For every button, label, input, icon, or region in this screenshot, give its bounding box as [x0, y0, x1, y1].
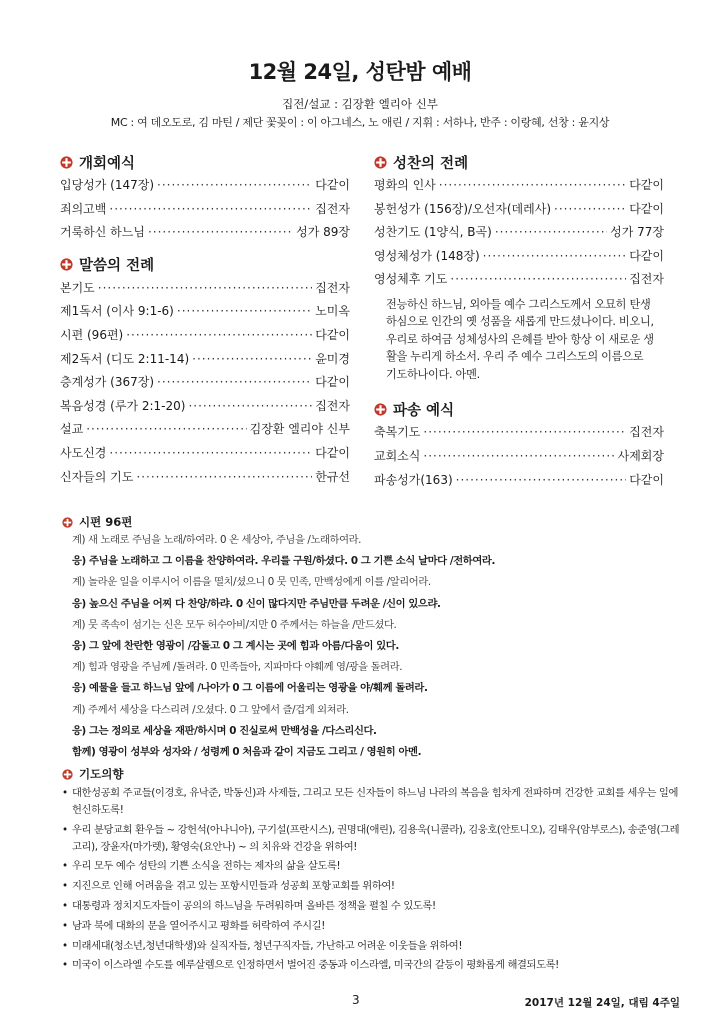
order-row	[60, 466, 350, 490]
prayer-item-text: 미래세대(청소년,청년대학생)와 실직자들, 청년구직자들, 가난하고 어려운 이웃들을 위하여!	[72, 939, 463, 952]
section-title: 파송 예식	[393, 402, 455, 419]
bullet-mark: •	[62, 786, 68, 799]
post-communion-prayer: 전능하신 하느님, 외아들 예수 그리스도께서 오묘히 탄생하심으로 인간의 옛 성품을 새롭게 만드셨나이다. 비오니, 우리로 하여금 성체성사의 은혜를 받아 항상 이 새로운 생활을 누리게 하소서. 우리 주 예수 그리스도의 이름으로 기도하나이다. 아멘.	[386, 297, 654, 381]
psalm-title: 시편 96편	[79, 515, 133, 529]
order-leader: 다같이	[315, 375, 350, 390]
order-leader: 다같이	[629, 472, 664, 487]
prayer-item	[62, 785, 682, 819]
order-item: 제1독서 (이사 9:1-6)	[60, 304, 174, 319]
section-heading	[374, 397, 664, 421]
order-row	[374, 174, 664, 198]
psalm-response-line: 응) 주님을 노래하고 그 이름을 찬양하여라. 우리를 구원/하셨다. 0 그 기쁜 소식 날마다 /전하여라.	[72, 555, 495, 568]
leader-dots	[109, 198, 312, 222]
order-row	[374, 268, 664, 292]
psalm-response-line: 응) 그는 정의로 세상을 재판/하시며 0 진실로써 만백성을 /다스리신다.	[72, 724, 377, 737]
order-item: 거룩하신 하느님	[60, 225, 145, 240]
leader-dots	[148, 221, 293, 245]
order-row	[60, 348, 350, 372]
prayer-item-text: 남과 북에 대화의 문을 열어주시고 평화를 허락하여 주시길!	[72, 919, 325, 932]
psalm-response-line: 응) 예물을 들고 하느님 앞에 /나아가 0 그 이름에 어울리는 영광을 야/훼께 돌려라.	[72, 682, 428, 695]
order-row	[60, 324, 350, 348]
leader-dots	[188, 395, 312, 419]
bullet-mark: •	[62, 860, 68, 873]
order-leader: 다같이	[315, 445, 350, 460]
order-row	[60, 277, 350, 301]
order-leader: 다같이	[315, 178, 350, 192]
bullet-mark: •	[62, 880, 68, 893]
cross-circle-icon	[374, 403, 387, 416]
order-leader: 성가 77장	[610, 225, 664, 240]
order-row	[60, 442, 350, 466]
order-item: 성찬기도 (1양식, B곡)	[374, 225, 492, 240]
psalm-leader-line: 계) 주께서 세상을 다스리려 /오셨다. 0 그 앞에서 즐/겁게 외쳐라.	[72, 703, 349, 716]
prayer-item	[62, 918, 682, 935]
bullet-mark: •	[62, 823, 68, 836]
cross-circle-icon	[60, 258, 73, 271]
section-heading	[60, 253, 350, 277]
bullet-mark: •	[62, 899, 68, 912]
order-item: 축복기도	[374, 425, 421, 440]
order-leader: 김장환 엘리야 신부	[249, 422, 350, 437]
psalm-section	[62, 514, 672, 763]
left-column	[60, 148, 350, 489]
section-title: 개회예식	[79, 155, 136, 172]
order-item: 영성체성가 (148장)	[374, 248, 480, 263]
section-heading	[374, 150, 664, 174]
order-leader: 다같이	[629, 178, 664, 192]
order-leader: 사제회장	[617, 449, 664, 464]
roles-line: MC : 여 데오도로, 김 마틴 / 제단 꽃꽂이 : 이 아그네스, 노 애린 / 지휘 : 서하나, 반주 : 이랑혜, 선창 : 윤지상	[110, 116, 610, 129]
order-item: 사도신경	[60, 445, 107, 460]
prayer-item	[62, 858, 682, 875]
psalm-leader-line: 계) 뭇 족속이 섬기는 신은 모두 허수아비/지만 0 주께서는 하늘을 /만드셨다.	[72, 618, 397, 631]
cross-circle-icon	[374, 156, 387, 169]
prayer-item	[62, 878, 682, 895]
order-item: 신자들의 기도	[60, 469, 134, 484]
order-item: 교회소식	[374, 449, 421, 464]
leader-dots	[423, 421, 626, 445]
prayer-intentions-section	[62, 766, 682, 974]
order-leader: 윤미경	[315, 351, 350, 366]
order-row	[60, 198, 350, 222]
order-row	[60, 395, 350, 419]
leader-dots	[439, 174, 626, 198]
order-leader: 성가 89장	[296, 225, 350, 240]
order-leader: 한규선	[315, 469, 350, 484]
leader-dots	[554, 198, 626, 222]
prayer-item	[62, 822, 682, 856]
prayer-item	[62, 957, 682, 974]
prayer-item	[62, 898, 682, 915]
footer-date: 2017년 12월 24일, 대림 4주일	[524, 997, 680, 1009]
order-leader: 집전자	[315, 280, 350, 295]
prayer-items	[62, 785, 682, 975]
order-row	[374, 421, 664, 445]
order-row	[60, 418, 350, 442]
order-item: 평화의 인사	[374, 178, 436, 192]
prayer-item-text: 지진으로 인해 어려움을 겪고 있는 포항시민들과 성공회 포항교회를 위하여!	[72, 880, 395, 893]
psalm-response-line: 응) 그 앞에 찬란한 영광이 /감돌고 0 그 계시는 곳에 힘과 아름/다움이 있다.	[72, 639, 399, 652]
order-item: 시편 (96편)	[60, 327, 124, 342]
leader-dots	[483, 245, 627, 269]
order-leader: 다같이	[629, 248, 664, 263]
order-item: 설교	[60, 422, 84, 437]
psalm-response-line: 함께) 영광이 성부와 성자와 / 성령께 0 처음과 같이 지금도 그리고 / 영원히 아멘.	[72, 745, 422, 758]
cross-circle-icon	[62, 517, 73, 528]
page-number: 3	[352, 993, 360, 1007]
leader-dots	[109, 442, 312, 466]
section-title: 성찬의 전례	[393, 155, 469, 172]
prayer-item-text: 대통령과 정치지도자들이 공의의 하느님을 두려워하며 올바른 정책을 펼칠 수 있도록!	[72, 899, 436, 912]
order-leader: 집전자	[629, 272, 664, 287]
order-item: 입당성가 (147장)	[60, 178, 155, 192]
order-item: 제2독서 (디도 2:11-14)	[60, 351, 190, 366]
prayer-item-text: 대한성공회 주교들(이경호, 유낙준, 박동신)과 사제들, 그리고 모든 신자들이 하느님 나라의 복음을 힘차게 전파하며 건강한 교회를 세우는 일에 헌신하도록!	[72, 786, 678, 816]
leader-dots	[86, 418, 246, 442]
leader-dots	[157, 371, 312, 395]
leader-dots	[98, 277, 312, 301]
bullet-mark: •	[62, 919, 68, 932]
order-item: 복음성경 (루가 2:1-20)	[60, 398, 186, 413]
order-leader: 다같이	[315, 327, 350, 342]
leader-dots	[450, 268, 626, 292]
bullet-mark: •	[62, 959, 68, 972]
psalm-leader-line: 계) 새 노래로 주님을 노래/하여라. 0 온 세상아, 주님을 /노래하여라.	[72, 534, 362, 546]
order-row	[374, 445, 664, 469]
order-item: 파송성가(163)	[374, 472, 453, 487]
leader-dots	[136, 466, 312, 490]
section-heading	[60, 150, 350, 174]
order-leader: 집전자	[629, 425, 664, 440]
order-item: 봉헌성가 (156장)/오선자(데레사)	[374, 201, 552, 216]
order-leader: 다같이	[629, 201, 664, 216]
order-leader: 집전자	[315, 398, 350, 413]
cross-circle-icon	[60, 156, 73, 169]
psalm-leader-line: 계) 놀라운 일을 이루시어 이름을 떨치/셨으니 0 뭇 민족, 만백성에게 이를 /알리어라.	[72, 576, 431, 589]
prayer-heading	[62, 766, 682, 782]
order-row	[374, 245, 664, 269]
right-column	[374, 148, 664, 492]
prayer-title: 기도의향	[79, 767, 124, 781]
leader-dots	[495, 221, 607, 245]
order-row	[374, 198, 664, 222]
section-title: 말씀의 전례	[79, 258, 155, 275]
bullet-mark: •	[62, 939, 68, 952]
order-item: 층계성가 (367장)	[60, 375, 155, 390]
page-title: 12월 24일, 성탄밤 예배	[248, 60, 472, 84]
leader-dots	[423, 445, 614, 469]
cross-circle-icon	[62, 769, 73, 780]
leader-dots	[157, 174, 312, 198]
leader-dots	[192, 348, 312, 372]
prayer-item-text: 우리 모두 예수 성탄의 기쁜 소식을 전하는 제자의 삶을 살도록!	[72, 860, 341, 873]
psalm-lines	[62, 530, 672, 763]
psalm-response-line: 응) 높으신 주님을 어찌 다 찬양/하랴. 0 신이 많다지만 주님만큼 두려운 /신이 있으랴.	[72, 597, 441, 610]
order-row	[60, 221, 350, 245]
psalm-leader-line: 계) 힘과 영광을 주님께 /돌려라. 0 민족들아, 지파마다 야훼께 영/광을 돌려라.	[72, 661, 403, 674]
order-item: 영성체후 기도	[374, 272, 448, 287]
prayer-item	[62, 938, 682, 955]
order-leader: 노미옥	[315, 304, 350, 319]
leader-dots	[177, 300, 312, 324]
order-row	[374, 469, 664, 493]
psalm-heading	[62, 514, 672, 530]
leader-dots	[456, 469, 627, 493]
celebrant-line: 집전/설교 : 김장환 엘리아 신부	[282, 97, 438, 111]
leader-dots	[126, 324, 312, 348]
order-row	[60, 371, 350, 395]
order-row	[374, 221, 664, 245]
order-row	[60, 300, 350, 324]
order-leader: 집전자	[315, 201, 350, 216]
order-item: 죄의고백	[60, 201, 107, 216]
order-item: 본기도	[60, 280, 95, 295]
prayer-item-text: 우리 분당교회 환우들 ~ 강헌석(아나니아), 구기설(프란시스), 권명대(애린), 김용욱(니콜라), 김웅호(안토니오), 김태우(암부로스), 송준영(그레고리), 장윤자(마가렛), 황영숙(요안나) ~ 의 치유와 건강을 위하여!	[72, 823, 680, 853]
prayer-item-text: 미국이 이스라엘 수도를 예루살렘으로 인정하면서 벌어진 중동과 이스라엘, 미국간의 갈등이 평화롭게 해결되도록!	[72, 959, 559, 972]
order-row	[60, 174, 350, 198]
